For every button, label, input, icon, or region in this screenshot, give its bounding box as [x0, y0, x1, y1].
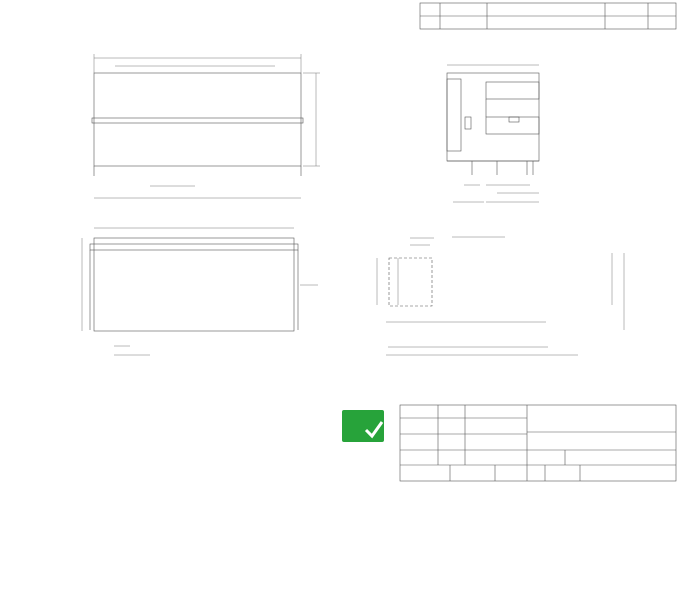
rohs-logo	[342, 410, 384, 442]
front-view	[92, 73, 303, 176]
title-block-frame	[400, 405, 676, 481]
pcb-layout	[389, 258, 432, 306]
back-view	[90, 238, 298, 331]
side-view	[447, 73, 539, 175]
